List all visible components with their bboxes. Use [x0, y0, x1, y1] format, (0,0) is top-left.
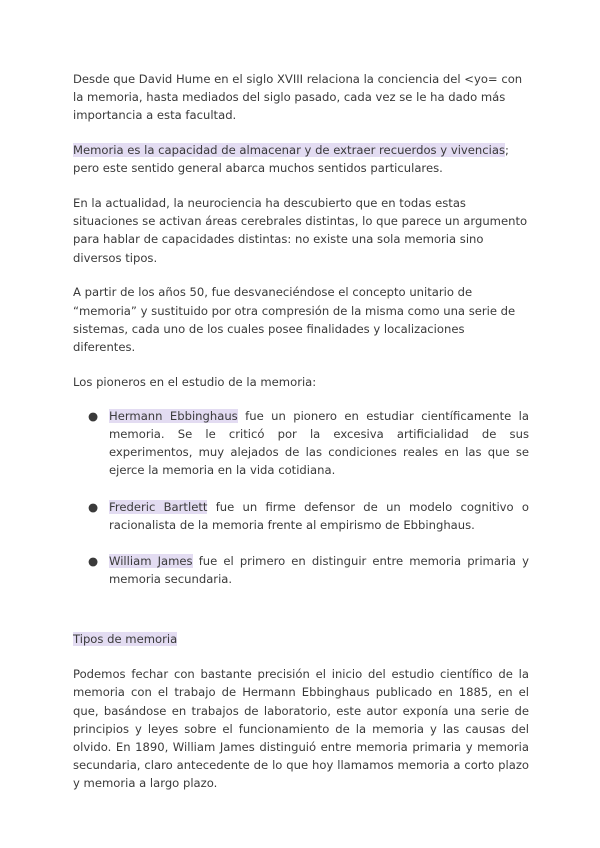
- paragraph-neuroscience: En la actualidad, la neurociencia ha descubierto que en todas estas situaciones se activan áreas cerebrales distintas, lo que parece un argumento para hablar de capacidades distintas: no existe una sola memoria sino diversos tipos.: [73, 196, 528, 265]
- definition-rest: ; pero este sentido general abarca muchos sentidos particulares.: [73, 143, 509, 176]
- pioneer-text: fue un pionero en estudiar científicamente la memoria. Se le criticó por la excesiva artificialidad de sus experimentos, muy alejados de las condiciones reales en las que se ejerce la memoria en la vida cotidiana.: [109, 408, 529, 478]
- pioneer-name: William James: [109, 554, 193, 569]
- definition-highlight: Memoria es la capacidad de almacenar y de extraer recuerdos y vivencias: [73, 143, 505, 158]
- document-page: [73, 70, 529, 793]
- bullet-icon: ●: [88, 499, 99, 514]
- list-item: [73, 407, 529, 480]
- section-body: Podemos fechar con bastante precisión el inicio del estudio científico de la memoria con el trabajo de Hermann Ebbinghaus publicado en 1885, en el que, basándose en trabajos de laboratorio, este autor exponía una serie de principios y leyes sobre el funcionamiento de la memoria y las causas del olvido. En 1890, William James distinguió entre memoria primaria y memoria secundaria, claro antecedente de lo que hoy llamamos memoria a corto plazo y memoria a largo plazo.: [73, 667, 529, 791]
- bullet-icon: ●: [88, 408, 99, 423]
- pioneer-name: Frederic Bartlett: [109, 499, 208, 514]
- paragraph-pioneers-intro: Los pioneros en el estudio de la memoria:: [73, 374, 317, 389]
- pioneer-text: fue un firme defensor de un modelo cognitivo o racionalista de la memoria frente al empirismo de Ebbinghaus.: [109, 499, 530, 532]
- paragraph-hume: Desde que David Hume en el siglo XVIII relaciona la conciencia del <yo= con la memoria, hasta mediados del siglo pasado, cada vez se le ha dado más importancia a esta facultad.: [73, 72, 523, 123]
- paragraph-definition: [73, 141, 529, 177]
- list-item: [73, 498, 529, 534]
- pioneer-text: fue el primero en distinguir entre memoria primaria y memoria secundaria.: [109, 554, 529, 587]
- section-heading: [73, 630, 529, 648]
- pioneer-name: Hermann Ebbinghaus: [109, 408, 238, 423]
- pioneers-list: [73, 407, 529, 589]
- bullet-icon: ●: [88, 554, 99, 569]
- paragraph-systems: A partir de los años 50, fue desvaneciéndose el concepto unitario de “memoria” y sustituido por otra compresión de la misma como una serie de sistemas, cada uno de los cuales posee finalidades y localizaciones diferentes.: [73, 285, 516, 354]
- section-heading-text: Tipos de memoria: [73, 632, 178, 647]
- list-item: [73, 552, 529, 588]
